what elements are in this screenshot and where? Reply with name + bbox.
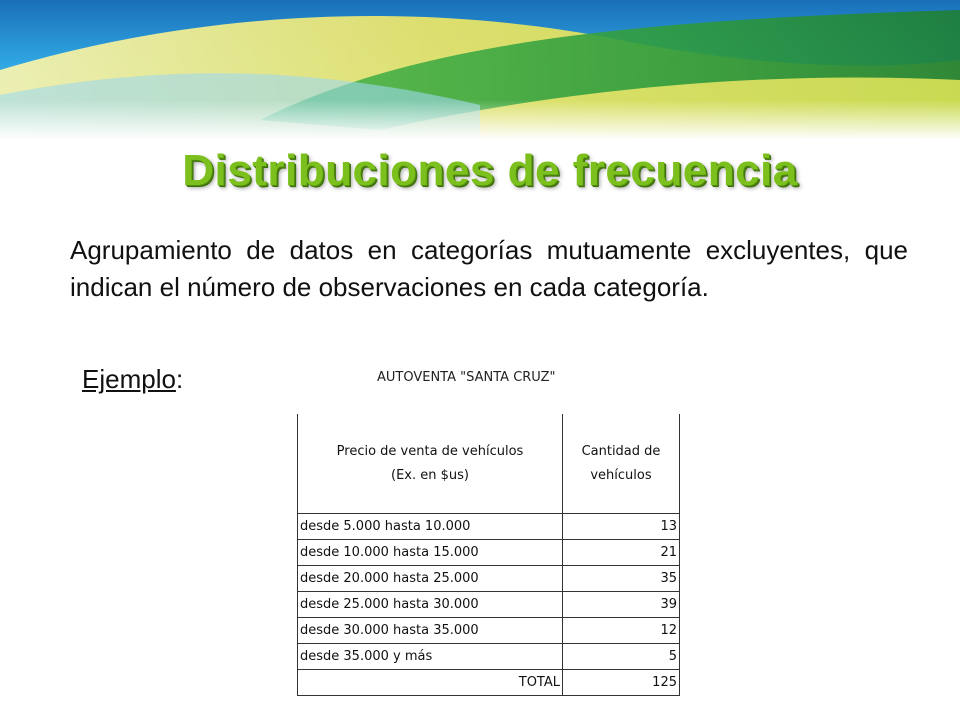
total-label: TOTAL bbox=[298, 670, 563, 696]
decorative-banner bbox=[0, 0, 960, 140]
range-cell: desde 20.000 hasta 25.000 bbox=[298, 566, 563, 592]
count-cell: 35 bbox=[563, 566, 680, 592]
range-cell: desde 5.000 hasta 10.000 bbox=[298, 514, 563, 540]
range-cell: desde 10.000 hasta 15.000 bbox=[298, 540, 563, 566]
table-row bbox=[298, 514, 680, 540]
header-price-line1: Precio de venta de vehículos bbox=[336, 443, 524, 459]
definition-paragraph: Agrupamiento de datos en categorías mutuamente excluyentes, que indican el número de observaciones en cada categoría. bbox=[70, 235, 908, 302]
count-cell: 13 bbox=[563, 514, 680, 540]
table-header-row bbox=[298, 414, 680, 514]
header-price bbox=[298, 414, 563, 514]
example-label-colon: : bbox=[175, 364, 184, 394]
table-row bbox=[298, 618, 680, 644]
count-cell: 39 bbox=[563, 592, 680, 618]
table-title: AUTOVENTA "SANTA CRUZ" bbox=[377, 370, 556, 385]
table-row bbox=[298, 592, 680, 618]
frequency-table bbox=[297, 414, 680, 696]
header-quantity bbox=[563, 414, 680, 514]
banner-graphic bbox=[0, 0, 960, 140]
range-cell: desde 35.000 y más bbox=[298, 644, 563, 670]
header-qty-line2: vehículos bbox=[590, 467, 652, 483]
header-qty-line1: Cantidad de bbox=[581, 443, 661, 459]
example-label-text: Ejemplo bbox=[82, 364, 176, 394]
slide-title: Distribuciones de frecuencia bbox=[182, 146, 798, 195]
table-row bbox=[298, 566, 680, 592]
range-cell: desde 30.000 hasta 35.000 bbox=[298, 618, 563, 644]
total-count: 125 bbox=[563, 670, 680, 696]
count-cell: 12 bbox=[563, 618, 680, 644]
example-label bbox=[82, 364, 183, 395]
header-price-line2: (Ex. en $us) bbox=[391, 467, 469, 483]
table-row bbox=[298, 540, 680, 566]
total-row bbox=[298, 670, 680, 696]
count-cell: 5 bbox=[563, 644, 680, 670]
count-cell: 21 bbox=[563, 540, 680, 566]
range-cell: desde 25.000 hasta 30.000 bbox=[298, 592, 563, 618]
table-row bbox=[298, 644, 680, 670]
